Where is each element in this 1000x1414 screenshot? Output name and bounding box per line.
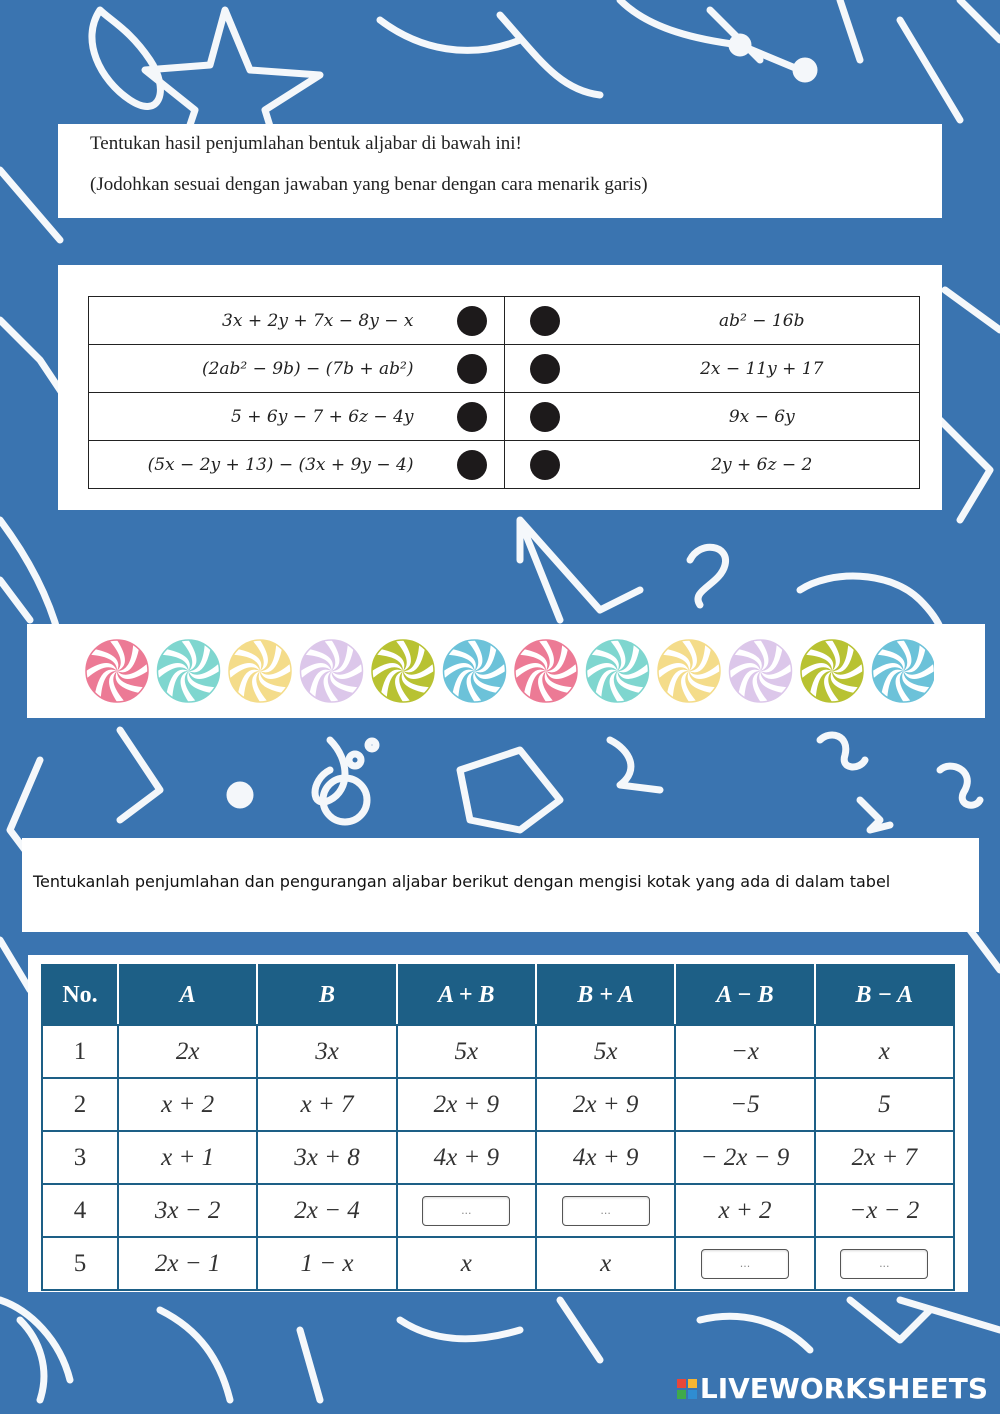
table-cell: 5x bbox=[397, 1025, 536, 1078]
table-row bbox=[42, 1078, 954, 1131]
matching-right-cell bbox=[504, 393, 920, 441]
table-cell: −x − 2 bbox=[815, 1184, 954, 1237]
right-expression: 9x − 6y bbox=[728, 406, 795, 427]
liveworksheets-logo-text: LIVEWORKSHEETS bbox=[699, 1372, 988, 1405]
table-cell: − 2x − 9 bbox=[675, 1131, 814, 1184]
table-header-cell: A + B bbox=[397, 965, 536, 1025]
instruction-line-table: Tentukanlah penjumlahan dan pengurangan aljabar berikut dengan mengisi kotak yang ada di dalam tabel bbox=[33, 872, 891, 891]
instructions-panel-1 bbox=[58, 124, 942, 218]
answer-cell bbox=[675, 1237, 814, 1290]
answer-cell bbox=[397, 1184, 536, 1237]
candy-divider-panel bbox=[27, 624, 985, 718]
table-row bbox=[42, 1025, 954, 1078]
answer-cell bbox=[815, 1237, 954, 1290]
matching-panel bbox=[58, 265, 942, 510]
table-cell: x bbox=[815, 1025, 954, 1078]
swirl-candy-icon bbox=[158, 640, 220, 702]
answer-input-box[interactable]: ... bbox=[562, 1196, 650, 1226]
left-expression: (2ab² − 9b) − (7b + ab²) bbox=[201, 358, 414, 379]
swirl-candy-icon bbox=[86, 640, 148, 702]
swirl-candy-icon bbox=[587, 640, 649, 702]
row-number-cell: 3 bbox=[42, 1131, 118, 1184]
swirl-candy-icon bbox=[730, 640, 792, 702]
table-cell: 4x + 9 bbox=[397, 1131, 536, 1184]
table-cell: x + 2 bbox=[675, 1184, 814, 1237]
left-match-dot[interactable] bbox=[457, 306, 487, 336]
right-match-dot[interactable] bbox=[530, 402, 560, 432]
table-header-cell: No. bbox=[42, 965, 118, 1025]
instructions-panel-2 bbox=[22, 838, 979, 932]
table-header-cell: A bbox=[118, 965, 257, 1025]
table-cell: x + 2 bbox=[118, 1078, 257, 1131]
table-cell: 3x − 2 bbox=[118, 1184, 257, 1237]
swirl-candy-icon bbox=[873, 640, 935, 702]
liveworksheets-logo bbox=[676, 1372, 988, 1405]
matching-row bbox=[89, 393, 920, 441]
row-number-cell: 5 bbox=[42, 1237, 118, 1290]
answer-input-box[interactable]: ... bbox=[840, 1249, 928, 1279]
matching-row bbox=[89, 297, 920, 345]
left-expression: 5 + 6y − 7 + 6z − 4y bbox=[231, 406, 414, 427]
table-header-cell: B bbox=[257, 965, 396, 1025]
calculation-table-panel bbox=[28, 955, 968, 1292]
answer-input-box[interactable]: ... bbox=[422, 1196, 510, 1226]
matching-table bbox=[88, 296, 920, 489]
table-cell: 2x − 4 bbox=[257, 1184, 396, 1237]
candy-row bbox=[84, 639, 934, 703]
row-number-cell: 2 bbox=[42, 1078, 118, 1131]
matching-row bbox=[89, 441, 920, 489]
right-match-dot[interactable] bbox=[530, 450, 560, 480]
table-cell: 2x + 9 bbox=[536, 1078, 675, 1131]
instruction-line-2: (Jodohkan sesuai dengan jawaban yang benar dengan cara menarik garis) bbox=[90, 174, 648, 195]
right-expression: 2x − 11y + 17 bbox=[700, 358, 824, 379]
table-cell: x bbox=[397, 1237, 536, 1290]
left-match-dot[interactable] bbox=[457, 354, 487, 384]
answer-input-box[interactable]: ... bbox=[701, 1249, 789, 1279]
table-cell: 1 − x bbox=[257, 1237, 396, 1290]
swirl-candy-icon bbox=[229, 640, 291, 702]
table-row bbox=[42, 1184, 954, 1237]
table-cell: 3x + 8 bbox=[257, 1131, 396, 1184]
swirl-candy-icon bbox=[444, 640, 506, 702]
table-cell: −5 bbox=[675, 1078, 814, 1131]
table-header-cell: B + A bbox=[536, 965, 675, 1025]
table-cell: 5 bbox=[815, 1078, 954, 1131]
matching-row bbox=[89, 345, 920, 393]
instruction-line-1: Tentukan hasil penjumlahan bentuk aljabar di bawah ini! bbox=[90, 133, 522, 154]
row-number-cell: 4 bbox=[42, 1184, 118, 1237]
swirl-candy-icon bbox=[658, 640, 720, 702]
table-cell: 2x bbox=[118, 1025, 257, 1078]
table-cell: x + 1 bbox=[118, 1131, 257, 1184]
right-match-dot[interactable] bbox=[530, 354, 560, 384]
liveworksheets-logo-icon bbox=[676, 1378, 698, 1400]
table-cell: x bbox=[536, 1237, 675, 1290]
table-cell: 4x + 9 bbox=[536, 1131, 675, 1184]
matching-left-cell bbox=[89, 297, 505, 345]
swirl-candy-icon bbox=[515, 640, 577, 702]
swirl-candy-icon bbox=[801, 640, 863, 702]
table-cell: 5x bbox=[536, 1025, 675, 1078]
table-header-cell: A − B bbox=[675, 965, 814, 1025]
matching-left-cell bbox=[89, 393, 505, 441]
left-expression: (5x − 2y + 13) − (3x + 9y − 4) bbox=[147, 454, 414, 475]
swirl-candy-icon bbox=[301, 640, 363, 702]
left-match-dot[interactable] bbox=[457, 450, 487, 480]
left-expression: 3x + 2y + 7x − 8y − x bbox=[222, 310, 414, 331]
table-header-cell: B − A bbox=[815, 965, 954, 1025]
table-cell: x + 7 bbox=[257, 1078, 396, 1131]
calculation-table bbox=[41, 964, 955, 1291]
answer-cell bbox=[536, 1184, 675, 1237]
matching-right-cell bbox=[504, 297, 920, 345]
table-cell: 2x + 7 bbox=[815, 1131, 954, 1184]
row-number-cell: 1 bbox=[42, 1025, 118, 1078]
swirl-candy-icon bbox=[372, 640, 434, 702]
right-match-dot[interactable] bbox=[530, 306, 560, 336]
table-row bbox=[42, 1237, 954, 1290]
right-expression: ab² − 16b bbox=[719, 310, 805, 331]
table-cell: 2x − 1 bbox=[118, 1237, 257, 1290]
matching-left-cell bbox=[89, 441, 505, 489]
table-cell: 3x bbox=[257, 1025, 396, 1078]
table-cell: 2x + 9 bbox=[397, 1078, 536, 1131]
matching-right-cell bbox=[504, 345, 920, 393]
matching-right-cell bbox=[504, 441, 920, 489]
table-cell: −x bbox=[675, 1025, 814, 1078]
table-row bbox=[42, 1131, 954, 1184]
matching-left-cell bbox=[89, 345, 505, 393]
left-match-dot[interactable] bbox=[457, 402, 487, 432]
right-expression: 2y + 6z − 2 bbox=[711, 454, 813, 475]
